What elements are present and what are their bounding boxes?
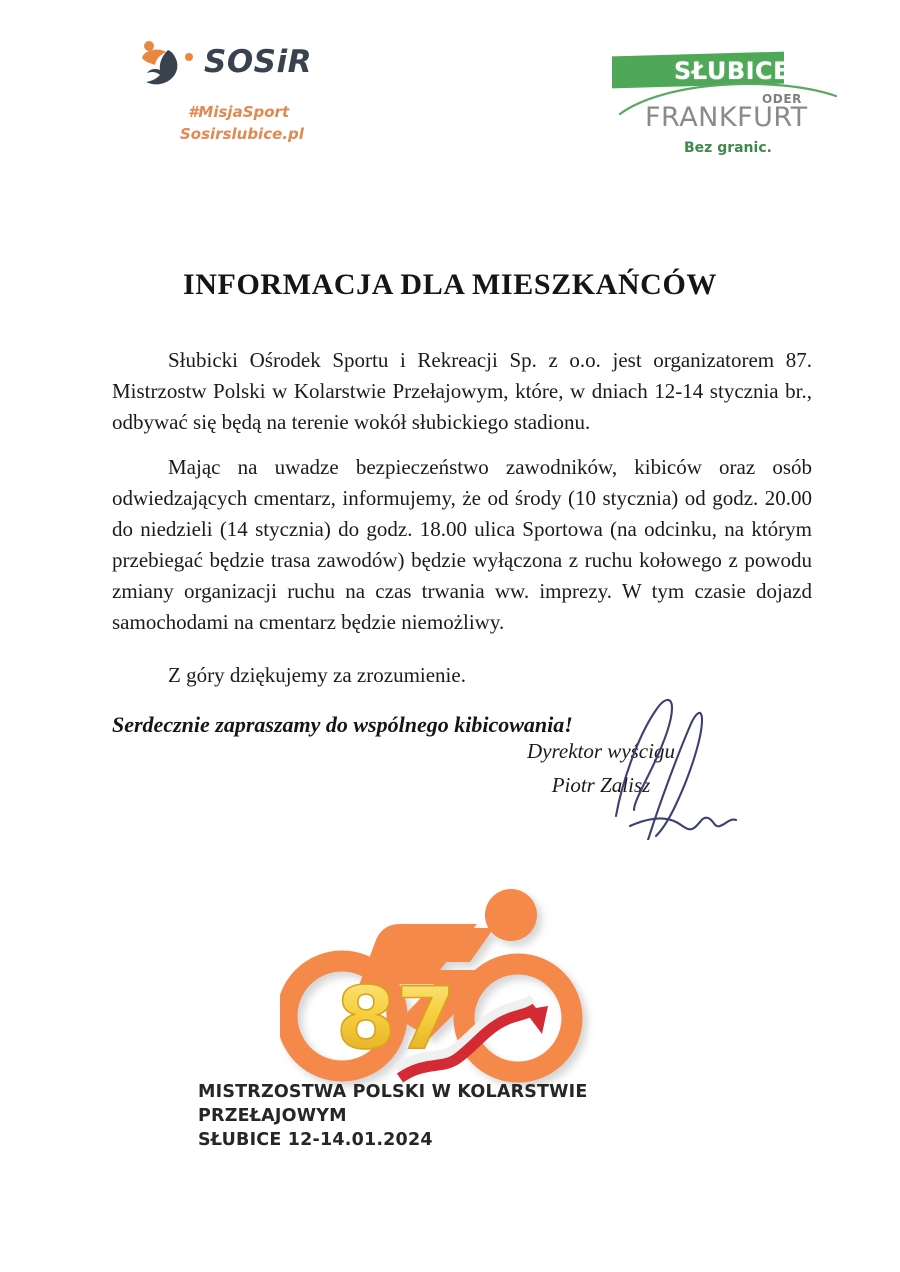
signature-block (470, 690, 770, 850)
oder-label: ODER (762, 92, 802, 106)
document-body (112, 345, 812, 740)
signature-role: Dyrektor wyścigu (527, 739, 675, 763)
event-caption (198, 1080, 718, 1152)
invitation-line: Serdecznie zapraszamy do wspólnego kibicowania! (112, 712, 573, 737)
slubice-frankfurt-logo (612, 48, 842, 158)
sosir-url: Sosirslubice.pl (180, 125, 304, 143)
cyclist-logo-icon (280, 888, 610, 1093)
slubice-label: SŁUBICE (674, 57, 791, 85)
motto-label: Bez granic. (684, 140, 772, 156)
frankfurt-label: FRANKFURT (645, 102, 808, 133)
signature-name: Piotr Zalisz (551, 773, 651, 797)
paragraph-thanks: Z góry dziękujemy za zrozumienie. (168, 663, 466, 687)
edition-number: 87 (336, 969, 456, 1069)
sosir-athlete-mark-icon (132, 38, 204, 94)
event-caption-line2: SŁUBICE 12-14.01.2024 (198, 1130, 433, 1150)
page-title: INFORMACJA DLA MIESZKAŃCÓW (183, 268, 717, 301)
sosir-logo (132, 38, 462, 158)
sosir-wordmark: SOSiR (204, 44, 313, 80)
paragraph-road-closure: Mając na uwadze bezpieczeństwo zawodników, kibiców oraz osób odwiedzających cmentarz, informujemy, że od środy (10 stycznia) od godz. 20.00 do niedzieli (14 stycznia) do godz. 18.00 ulica Sportowa (na odcinku, na którym przebiegać będzie trasa zawodów) będzie wyłączona z ruchu kołowego z powodu zmiany organizacji ruchu na czas trwania ww. imprezy. W tym czasie dojazd samochodami na cmentarz będzie niemożliwy. (112, 455, 812, 634)
event-logo (190, 888, 710, 1150)
handwritten-signature-icon (590, 690, 770, 840)
sosir-logo-row (132, 38, 462, 94)
sosir-tagline: #MisjaSport (188, 103, 290, 121)
event-caption-line1: MISTRZOSTWA POLSKI W KOLARSTWIE PRZEŁAJOWYM (198, 1082, 588, 1126)
document-header (0, 0, 900, 190)
paragraph-organizer: Słubicki Ośrodek Sportu i Rekreacji Sp. z o.o. jest organizatorem 87. Mistrzostw Polski w Kolarstwie Przełajowym, które, w dniach 12-14 stycznia br., odbywać się będą na terenie wokół słubickiego stadionu. (112, 348, 812, 434)
